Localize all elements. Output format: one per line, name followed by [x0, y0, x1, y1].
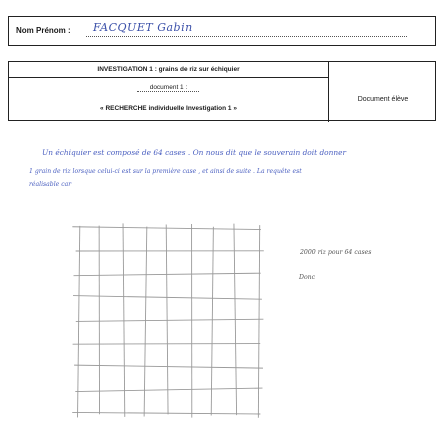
grid-vertical-line: [258, 225, 259, 418]
handwritten-line-3: réalisable car: [29, 181, 72, 188]
document-info: [9, 78, 329, 122]
name-label: Nom Prénom :: [16, 26, 71, 35]
grid-horizontal-line: [73, 296, 262, 300]
handwritten-line-1: Un échiquier est composé de 64 cases . On nous dit que le souverain doit donner: [42, 148, 347, 157]
document-dotted-line: [137, 91, 199, 92]
grains-note: 2000 riz pour 64 cases: [300, 249, 372, 256]
grid-horizontal-line: [74, 365, 263, 368]
hand-drawn-chessboard: [70, 222, 265, 422]
recherche-label: « RECHERCHE individuelle Investigation 1 »: [100, 105, 237, 112]
grid-vertical-line: [123, 223, 125, 417]
grid-horizontal-line: [73, 344, 261, 345]
document-type: Document élève: [357, 96, 409, 103]
investigation-title: INVESTIGATION 1 : grains de riz sur échiquier: [9, 62, 329, 78]
investigation-header: [8, 61, 436, 121]
name-dotted-line: [86, 36, 407, 37]
grid-vertical-line: [211, 227, 213, 416]
donc-note: Donc: [299, 274, 316, 281]
name-field-box: [8, 16, 436, 46]
handwritten-line-2: 1 grain de riz lorsque celui-ci est sur la première case , et ainsi de suite . La requête est: [29, 168, 302, 175]
grid-vertical-line: [166, 224, 168, 414]
grid-horizontal-line: [72, 412, 260, 414]
grid-vertical-line: [144, 227, 147, 417]
student-name: FACQUET Gabin: [93, 21, 193, 34]
document-label: document 1 :: [149, 84, 188, 91]
grid-horizontal-line: [75, 388, 262, 391]
